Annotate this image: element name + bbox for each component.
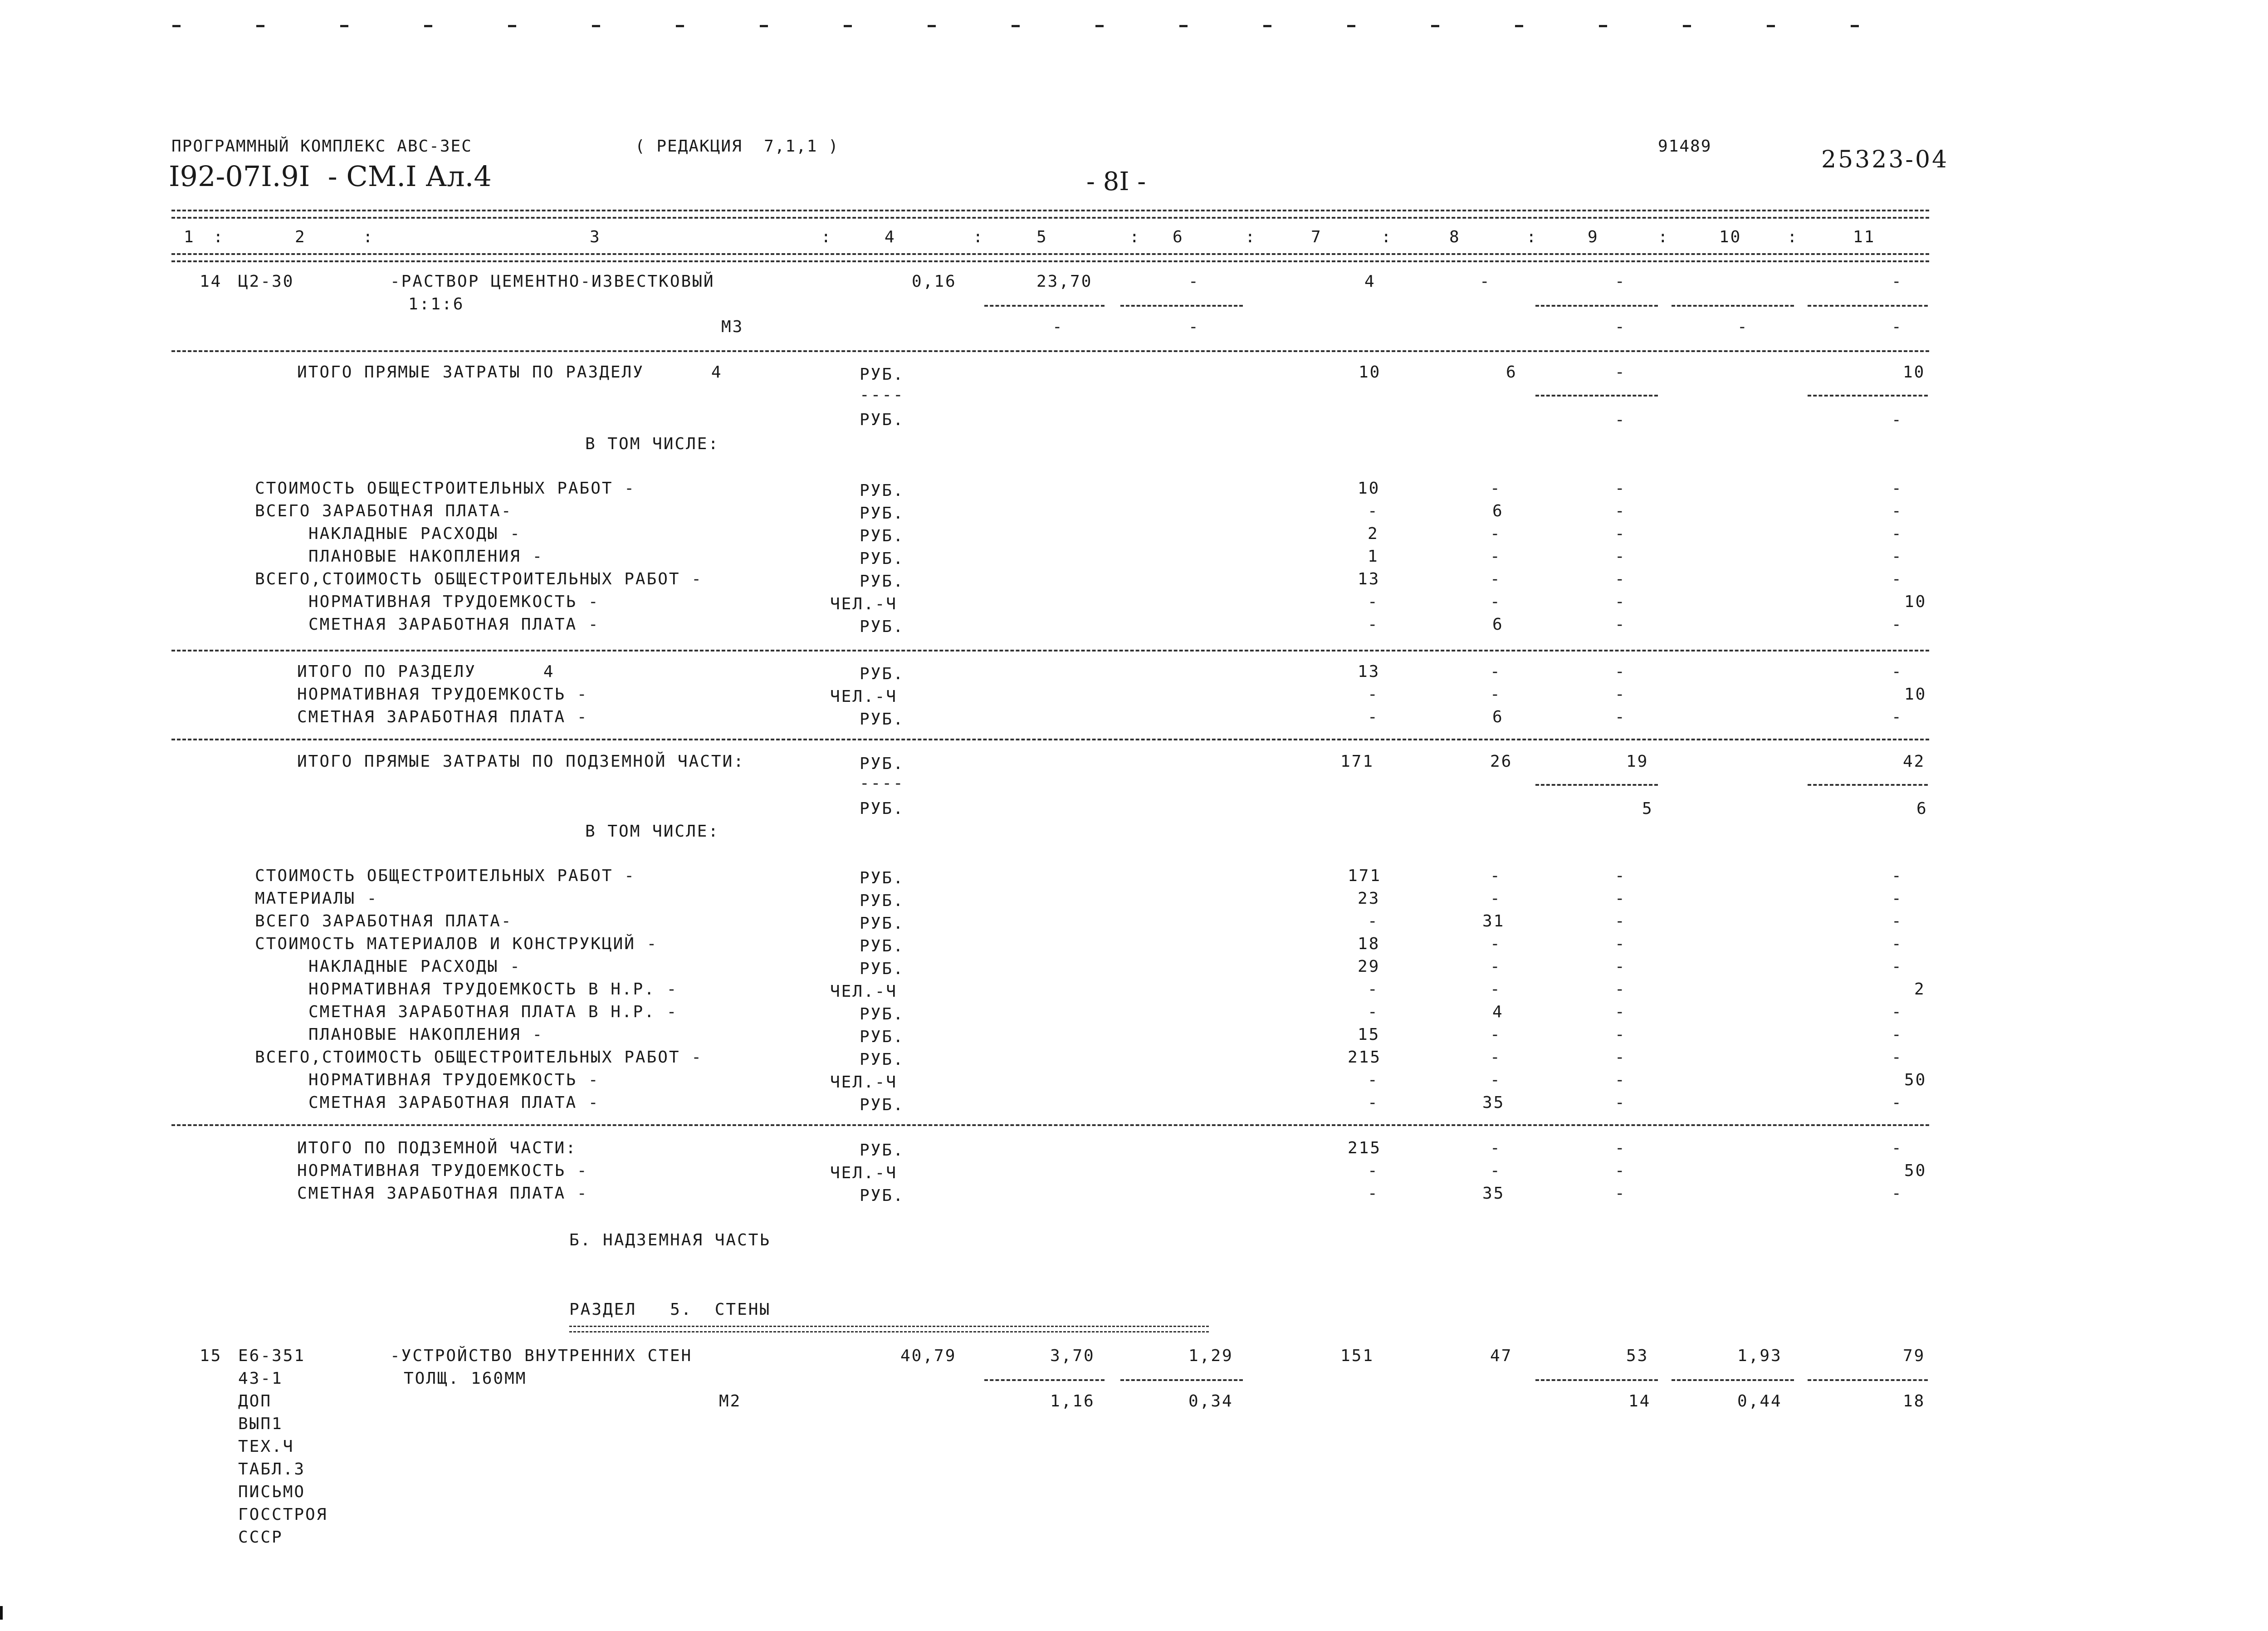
top-dash (424, 25, 432, 27)
column-header-cell: 2 (295, 228, 306, 246)
underground_summary-c7: - (1368, 1184, 1379, 1203)
page-number: - 8I - (1086, 167, 1146, 196)
underground_breakdown-label: СТОИМОСТЬ ОБЩЕСТРОИТЕЛЬНЫХ РАБОТ - (255, 867, 635, 885)
section-4-total-unit: РУБ. (860, 365, 904, 384)
section-5-title: РАЗДЕЛ 5. СТЕНЫ (569, 1300, 771, 1319)
underground_breakdown-c11: - (1892, 1048, 1903, 1067)
section4_breakdown-c9: - (1615, 524, 1626, 543)
separator (171, 253, 1929, 255)
item-15-code-line: ВЫП1 (238, 1415, 283, 1433)
underground_breakdown-c9: - (1615, 980, 1626, 999)
underground_breakdown-c8: - (1490, 1048, 1501, 1067)
underground_breakdown-c7: 215 (1348, 1048, 1382, 1067)
underground_summary-unit: ЧЕЛ.-Ч (830, 1164, 898, 1182)
top-dash (1347, 25, 1355, 27)
item-15-col6: 1,29 (1188, 1347, 1233, 1365)
section-5-underline (569, 1326, 1209, 1327)
section4_breakdown-c8: - (1490, 524, 1501, 543)
item-14-sub-col11: - (1892, 318, 1903, 336)
underground_summary-label: НОРМАТИВНАЯ ТРУДОЕМКОСТЬ - (297, 1161, 588, 1180)
item-14-sub-col5: - (1052, 318, 1064, 336)
section4_breakdown-c7: 1 (1368, 547, 1379, 566)
section4_breakdown-c11: - (1892, 547, 1903, 566)
top-dash (1683, 25, 1691, 27)
section4_breakdown-c9: - (1615, 570, 1626, 588)
column-header-cell: : (1245, 228, 1256, 246)
item-15-sub-col9: 14 (1628, 1392, 1651, 1411)
section4_breakdown-c9: - (1615, 502, 1626, 520)
underground_breakdown-c9: - (1615, 1003, 1626, 1021)
underground_breakdown-label: ВСЕГО ЗАРАБОТНАЯ ПЛАТА- (255, 912, 513, 931)
underground_breakdown-c9: - (1615, 867, 1626, 885)
top-dash (1179, 25, 1188, 27)
underground_breakdown-c8: - (1490, 935, 1501, 953)
item-15-price: 3,70 (1050, 1347, 1095, 1365)
section4_summary-c7: 13 (1358, 662, 1380, 681)
item-15-sub-col10: 0,44 (1737, 1392, 1782, 1411)
top-dash (1012, 25, 1020, 27)
sub-separator (1535, 784, 1658, 786)
column-header-cell: : (821, 228, 832, 246)
item-15-unit: М2 (719, 1392, 742, 1411)
section-4-total-col11b: - (1892, 411, 1903, 429)
separator (171, 260, 1929, 262)
underground_breakdown-c7: 18 (1358, 935, 1380, 953)
doc-code: 91489 (1658, 137, 1712, 156)
section4_breakdown-c9: - (1615, 593, 1626, 611)
section4_summary-c8: - (1490, 685, 1501, 704)
sub-separator (1672, 1379, 1794, 1381)
item-15-sub-col6: 0,34 (1188, 1392, 1233, 1411)
item-14-name-cont: 1:1:6 (408, 295, 464, 313)
underground_breakdown-c7: - (1368, 912, 1379, 931)
underground_breakdown-c8: - (1490, 957, 1501, 976)
item-15-code-line: Е6-351 (238, 1347, 306, 1365)
underground_summary-label: СМЕТНАЯ ЗАРАБОТНАЯ ПЛАТА - (297, 1184, 588, 1203)
top-dash (1515, 25, 1523, 27)
section4_summary-label: НОРМАТИВНАЯ ТРУДОЕМКОСТЬ - (297, 685, 588, 704)
underground_breakdown-c11: 2 (1914, 980, 1926, 999)
underground_breakdown-c9: - (1615, 1048, 1626, 1067)
section4_breakdown-c7: 2 (1368, 524, 1379, 543)
separator (171, 217, 1929, 219)
underground_summary-c9: - (1615, 1161, 1626, 1180)
column-header-cell: 7 (1311, 228, 1322, 246)
underground_breakdown-label: СМЕТНАЯ ЗАРАБОТНАЯ ПЛАТА В Н.Р. - (308, 1003, 678, 1021)
sub-separator (1120, 1379, 1243, 1381)
item-14-code: Ц2-30 (238, 272, 294, 291)
section-5-underline (569, 1331, 1209, 1332)
sub-separator (984, 305, 1105, 307)
section4_breakdown-c7: - (1368, 593, 1379, 611)
section4_summary-c9: - (1615, 662, 1626, 681)
item-15-code-line: ТЕХ.Ч (238, 1437, 294, 1456)
top-dash (844, 25, 852, 27)
section4_breakdown-unit: РУБ. (860, 549, 904, 568)
underground_breakdown-unit: РУБ. (860, 1096, 904, 1114)
item-15-col8: 47 (1490, 1347, 1513, 1365)
sub-separator (1672, 305, 1794, 307)
column-header-cell: 10 (1719, 228, 1742, 246)
item-15-code-line: 43-1 (238, 1369, 283, 1388)
section4_breakdown-c8: - (1490, 547, 1501, 566)
section4_summary-c9: - (1615, 685, 1626, 704)
section4_summary-unit: РУБ. (860, 710, 904, 729)
underground_breakdown-unit: РУБ. (860, 960, 904, 978)
item-15-code-line: СССР (238, 1528, 283, 1547)
column-header-cell: 1 (184, 228, 195, 246)
underground-total-col7: 171 (1340, 752, 1374, 771)
underground_breakdown-label: НОРМАТИВНАЯ ТРУДОЕМКОСТЬ В Н.Р. - (308, 980, 678, 999)
sub-separator (1808, 395, 1928, 397)
item-15-code-line: ПИСЬМО (238, 1483, 306, 1501)
underground_breakdown-label: СТОИМОСТЬ МАТЕРИАЛОВ И КОНСТРУКЦИЙ - (255, 935, 658, 953)
section4_breakdown-c8: - (1490, 593, 1501, 611)
section4_summary-c7: - (1368, 685, 1379, 704)
underground_breakdown-unit: РУБ. (860, 1050, 904, 1069)
section4_breakdown-label: СТОИМОСТЬ ОБЩЕСТРОИТЕЛЬНЫХ РАБОТ - (255, 479, 635, 498)
underground_breakdown-c9: - (1615, 1093, 1626, 1112)
underground-incl-label: В ТОМ ЧИСЛЕ: (585, 822, 720, 841)
underground_breakdown-c9: - (1615, 1071, 1626, 1089)
underground_breakdown-c8: - (1490, 980, 1501, 999)
section4_breakdown-unit: РУБ. (860, 617, 904, 636)
underground_breakdown-unit: РУБ. (860, 937, 904, 955)
item-15-sub-col11: 18 (1903, 1392, 1926, 1411)
program-name: ПРОГРАММНЫЙ КОМПЛЕКС АВС-3ЕС (171, 137, 472, 156)
section4_summary-label: ИТОГО ПО РАЗДЕЛУ 4 (297, 662, 555, 681)
section4_breakdown-label: ПЛАНОВЫЕ НАКОПЛЕНИЯ - (308, 547, 544, 566)
underground-total-col11b: 6 (1916, 799, 1928, 818)
underground_breakdown-unit: ЧЕЛ.-Ч (830, 982, 898, 1001)
item-14-name: -РАСТВОР ЦЕМЕНТНО-ИЗВЕСТКОВЫЙ (390, 272, 715, 291)
section4_breakdown-label: ВСЕГО ЗАРАБОТНАЯ ПЛАТА- (255, 502, 513, 520)
underground_breakdown-label: НАКЛАДНЫЕ РАСХОДЫ - (308, 957, 521, 976)
section-4-total-col7: 10 (1359, 363, 1381, 382)
sub-separator (1808, 784, 1928, 786)
underground-total-unit: РУБ. (860, 754, 904, 773)
section4_breakdown-c11: - (1892, 615, 1903, 634)
underground_breakdown-c8: 31 (1482, 912, 1505, 931)
top-dash (592, 25, 600, 27)
underground_summary-c9: - (1615, 1139, 1626, 1157)
top-dash (1431, 25, 1439, 27)
underground-total-col9b: 5 (1642, 799, 1653, 818)
top-dash (172, 25, 181, 27)
underground_breakdown-c9: - (1615, 957, 1626, 976)
part-b-title: Б. НАДЗЕМНАЯ ЧАСТЬ (569, 1231, 771, 1249)
item-15-code-line: ГОССТРОЯ (238, 1505, 328, 1524)
underground_breakdown-unit: РУБ. (860, 1028, 904, 1046)
underground_summary-c7: - (1368, 1161, 1379, 1180)
item-14-qty: 0,16 (912, 272, 957, 291)
section4_breakdown-c11: - (1892, 570, 1903, 588)
underground_breakdown-c11: - (1892, 957, 1903, 976)
top-dash (1095, 25, 1104, 27)
underground_breakdown-c8: - (1490, 867, 1501, 885)
underground_breakdown-c7: - (1368, 980, 1379, 999)
separator (171, 739, 1929, 740)
underground_breakdown-c7: 23 (1358, 889, 1380, 908)
underground_breakdown-unit: РУБ. (860, 1005, 904, 1024)
underground-total-col8: 26 (1490, 752, 1513, 771)
item-15-col9: 53 (1626, 1347, 1649, 1365)
section-4-total-col8: 6 (1506, 363, 1517, 382)
item-14-col9: - (1615, 272, 1626, 291)
section4_summary-unit: ЧЕЛ.-Ч (830, 687, 898, 706)
top-dash (1851, 25, 1859, 27)
top-dash-row (172, 25, 1932, 31)
section4_breakdown-c8: - (1490, 570, 1501, 588)
section4_breakdown-unit: ЧЕЛ.-Ч (830, 595, 898, 613)
section4_breakdown-c7: 13 (1358, 570, 1380, 588)
item-14-col8: - (1480, 272, 1491, 291)
underground_breakdown-c7: 15 (1358, 1025, 1380, 1044)
section4_breakdown-c7: 10 (1358, 479, 1380, 498)
item-14-unit: М3 (721, 318, 744, 336)
section-4-incl-label: В ТОМ ЧИСЛЕ: (585, 435, 720, 453)
item-14-price: 23,70 (1036, 272, 1093, 291)
underground_breakdown-label: ПЛАНОВЫЕ НАКОПЛЕНИЯ - (308, 1025, 544, 1044)
section4_breakdown-c7: - (1368, 615, 1379, 634)
column-header-cell: : (213, 228, 225, 246)
column-header-cell: 6 (1173, 228, 1184, 246)
underground_breakdown-c7: 29 (1358, 957, 1380, 976)
underground_breakdown-c7: - (1368, 1093, 1379, 1112)
section4_breakdown-unit: РУБ. (860, 481, 904, 500)
section4_breakdown-c8: 6 (1492, 615, 1504, 634)
item-15-col7: 151 (1340, 1347, 1374, 1365)
underground_breakdown-c11: - (1892, 889, 1903, 908)
top-dash (1599, 25, 1607, 27)
top-dash (676, 25, 684, 27)
underground_breakdown-c8: 35 (1482, 1093, 1505, 1112)
underground_breakdown-c8: - (1490, 1071, 1501, 1089)
section4_breakdown-c9: - (1615, 479, 1626, 498)
item-14-col11: - (1892, 272, 1903, 291)
section4_breakdown-c9: - (1615, 615, 1626, 634)
item-15-col11: 79 (1903, 1347, 1926, 1365)
underground_summary-label: ИТОГО ПО ПОДЗЕМНОЙ ЧАСТИ: (297, 1139, 577, 1157)
section4_summary-c11: 10 (1904, 685, 1927, 704)
item-14-number: 14 (200, 272, 222, 291)
column-header-cell: 11 (1853, 228, 1876, 246)
sub-separator (1808, 305, 1928, 307)
item-15-name: -УСТРОЙСТВО ВНУТРЕННИХ СТЕН (390, 1347, 693, 1365)
separator (171, 1124, 1929, 1126)
underground_summary-c8: - (1490, 1161, 1501, 1180)
underground_breakdown-c7: - (1368, 1003, 1379, 1021)
underground_summary-c8: - (1490, 1139, 1501, 1157)
item-15-qty: 40,79 (900, 1347, 957, 1365)
underground_breakdown-unit: ЧЕЛ.-Ч (830, 1073, 898, 1092)
column-header-cell: : (1381, 228, 1393, 246)
underground_summary-unit: РУБ. (860, 1186, 904, 1205)
underground_summary-c11: 50 (1904, 1161, 1927, 1180)
sub-separator (1120, 305, 1243, 307)
sub-separator (1535, 305, 1658, 307)
section4_summary-c8: - (1490, 662, 1501, 681)
underground_breakdown-c7: - (1368, 1071, 1379, 1089)
item-14-col6: - (1188, 272, 1200, 291)
item-14-sub-col10: - (1737, 318, 1749, 336)
column-header-cell: : (1658, 228, 1669, 246)
top-dash (256, 25, 264, 27)
column-header-cell: : (1787, 228, 1799, 246)
underground_summary-unit: РУБ. (860, 1141, 904, 1160)
item-15-code-line: ТАБЛ.3 (238, 1460, 306, 1479)
underground_breakdown-c11: - (1892, 1025, 1903, 1044)
section4_breakdown-unit: РУБ. (860, 572, 904, 591)
separator (171, 650, 1929, 651)
underground_breakdown-c8: - (1490, 1025, 1501, 1044)
handwritten-doc-id: 25323-04 (1821, 146, 1949, 173)
underground_breakdown-label: НОРМАТИВНАЯ ТРУДОЕМКОСТЬ - (308, 1071, 600, 1089)
underground_breakdown-c11: - (1892, 1003, 1903, 1021)
section4_summary-c8: 6 (1492, 708, 1504, 726)
top-dash (928, 25, 936, 27)
section4_breakdown-unit: РУБ. (860, 504, 904, 523)
section-4-total-label: ИТОГО ПРЯМЫЕ ЗАТРАТЫ ПО РАЗДЕЛУ 4 (297, 363, 723, 382)
item-14-col7: 4 (1364, 272, 1376, 291)
underground-total-label: ИТОГО ПРЯМЫЕ ЗАТРАТЫ ПО ПОДЗЕМНОЙ ЧАСТИ: (297, 752, 745, 771)
underground_breakdown-c9: - (1615, 935, 1626, 953)
item-15-number: 15 (200, 1347, 222, 1365)
section4_summary-c9: - (1615, 708, 1626, 726)
item-14-sub-col6: - (1188, 318, 1200, 336)
item-15-col10: 1,93 (1737, 1347, 1782, 1365)
separator (171, 210, 1929, 211)
column-header-cell: 8 (1449, 228, 1461, 246)
column-header-cell: 3 (590, 228, 601, 246)
estimate-id: I92-07I.9I - СМ.I Ал.4 (169, 160, 492, 193)
section4_breakdown-label: НАКЛАДНЫЕ РАСХОДЫ - (308, 524, 521, 543)
underground_summary-c11: - (1892, 1184, 1903, 1203)
underground_summary-c11: - (1892, 1139, 1903, 1157)
item-15-name-cont: ТОЛЩ. 160ММ (404, 1369, 527, 1388)
item-15-sub-col5: 1,16 (1050, 1392, 1095, 1411)
section4_breakdown-c9: - (1615, 547, 1626, 566)
underground-total-col11: 42 (1903, 752, 1926, 771)
section4_breakdown-c11: - (1892, 524, 1903, 543)
section-4-total-unit-dash: ---- (860, 386, 904, 404)
section-4-total-col9: - (1615, 363, 1626, 382)
program-edition: ( РЕДАКЦИЯ 7,1,1 ) (635, 137, 839, 156)
scan-mark (0, 1606, 3, 1620)
separator (171, 350, 1929, 352)
underground_breakdown-c8: 4 (1492, 1003, 1504, 1021)
top-dash (1767, 25, 1775, 27)
section4_breakdown-c11: - (1892, 479, 1903, 498)
top-dash (508, 25, 516, 27)
underground_summary-c9: - (1615, 1184, 1626, 1203)
underground_breakdown-unit: РУБ. (860, 869, 904, 887)
column-header-cell: : (1129, 228, 1141, 246)
section4_summary-c11: - (1892, 708, 1903, 726)
underground_breakdown-label: МАТЕРИАЛЫ - (255, 889, 378, 908)
item-15-code-line: ДОП (238, 1392, 272, 1411)
top-dash (760, 25, 768, 27)
section-4-total-unit-2: РУБ. (860, 411, 904, 429)
column-header-cell: 4 (885, 228, 896, 246)
underground_breakdown-c9: - (1615, 889, 1626, 908)
item-14-sub-col9: - (1615, 318, 1626, 336)
underground_breakdown-c9: - (1615, 912, 1626, 931)
underground_summary-c8: 35 (1482, 1184, 1505, 1203)
section-4-total-col9b: - (1615, 411, 1626, 429)
underground_breakdown-c11: - (1892, 1093, 1903, 1112)
underground-total-col9: 19 (1626, 752, 1649, 771)
underground_breakdown-c11: 50 (1904, 1071, 1927, 1089)
section4_breakdown-c11: 10 (1904, 593, 1927, 611)
underground-total-unit-dash: ---- (860, 774, 904, 793)
sub-separator (1535, 395, 1658, 397)
underground_breakdown-c11: - (1892, 935, 1903, 953)
section4_breakdown-label: НОРМАТИВНАЯ ТРУДОЕМКОСТЬ - (308, 593, 600, 611)
section4_summary-unit: РУБ. (860, 665, 904, 683)
section4_breakdown-c11: - (1892, 502, 1903, 520)
sub-separator (1535, 1379, 1658, 1381)
underground_breakdown-unit: РУБ. (860, 891, 904, 910)
underground_breakdown-c11: - (1892, 912, 1903, 931)
underground_breakdown-unit: РУБ. (860, 914, 904, 933)
top-dash (340, 25, 348, 27)
column-header-cell: : (363, 228, 374, 246)
underground_breakdown-label: ВСЕГО,СТОИМОСТЬ ОБЩЕСТРОИТЕЛЬНЫХ РАБОТ - (255, 1048, 703, 1067)
section4_breakdown-label: СМЕТНАЯ ЗАРАБОТНАЯ ПЛАТА - (308, 615, 600, 634)
section4_summary-label: СМЕТНАЯ ЗАРАБОТНАЯ ПЛАТА - (297, 708, 588, 726)
section4_breakdown-c8: 6 (1492, 502, 1504, 520)
section4_summary-c11: - (1892, 662, 1903, 681)
underground_breakdown-c8: - (1490, 889, 1501, 908)
underground_breakdown-label: СМЕТНАЯ ЗАРАБОТНАЯ ПЛАТА - (308, 1093, 600, 1112)
top-dash (1263, 25, 1271, 27)
section4_breakdown-unit: РУБ. (860, 527, 904, 545)
column-header-cell: : (1526, 228, 1538, 246)
underground_breakdown-c7: 171 (1348, 867, 1382, 885)
section4_breakdown-label: ВСЕГО,СТОИМОСТЬ ОБЩЕСТРОИТЕЛЬНЫХ РАБОТ - (255, 570, 703, 588)
underground_breakdown-c11: - (1892, 867, 1903, 885)
section4_summary-c7: - (1368, 708, 1379, 726)
section4_breakdown-c7: - (1368, 502, 1379, 520)
column-header-cell: 9 (1588, 228, 1599, 246)
section-4-total-col11: 10 (1903, 363, 1926, 382)
column-header-cell: 5 (1036, 228, 1048, 246)
sub-separator (984, 1379, 1105, 1381)
sub-separator (1808, 1379, 1928, 1381)
underground-total-unit-2: РУБ. (860, 799, 904, 818)
column-header-cell: : (973, 228, 984, 246)
underground_breakdown-c9: - (1615, 1025, 1626, 1044)
underground_summary-c7: 215 (1348, 1139, 1382, 1157)
section4_breakdown-c8: - (1490, 479, 1501, 498)
